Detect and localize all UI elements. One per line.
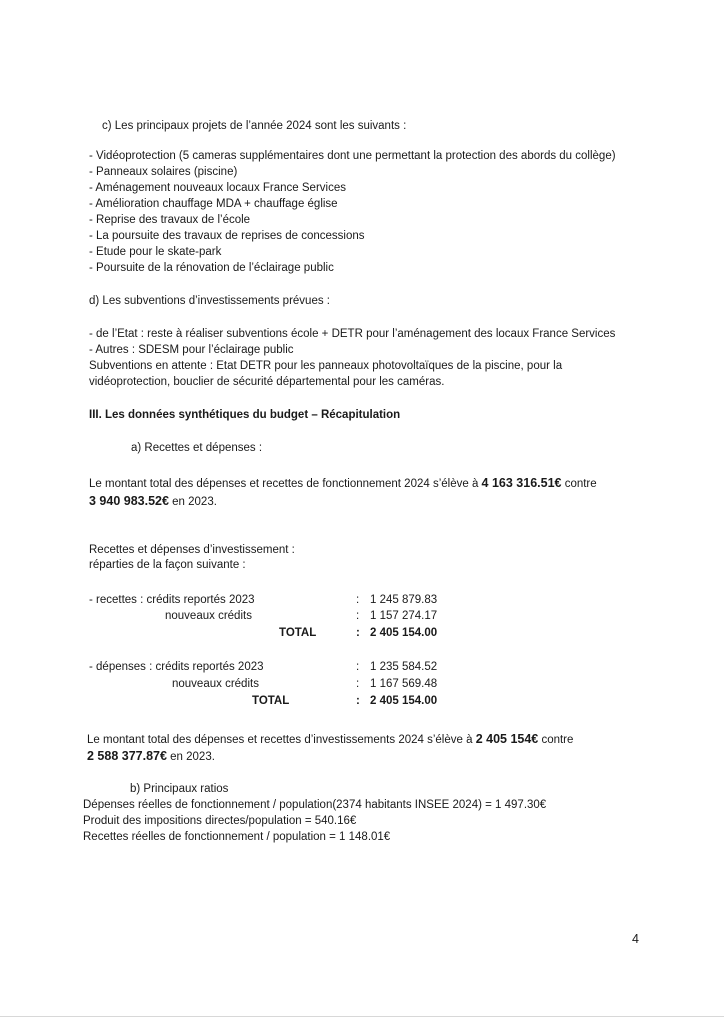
investissement-intro-1: Recettes et dépenses d’investissement :	[89, 544, 295, 556]
colon: :	[356, 594, 360, 606]
section-b-heading: b) Principaux ratios	[130, 783, 229, 795]
subvention-line: - Autres : SDESM pour l’éclairage public	[89, 344, 294, 356]
list-item: - Aménagement nouveaux locaux France Services	[89, 182, 346, 194]
list-item: - Reprise des travaux de l’école	[89, 214, 251, 226]
section-iii-heading: III. Les données synthétiques du budget – Récapitulation	[89, 409, 401, 421]
ratio-line: Produit des impositions directes/population = 540.16€	[83, 815, 357, 827]
ratio-line: Dépenses réelles de fonctionnement / population(2374 habitants INSEE 2024) = 1 497.30€	[83, 799, 547, 811]
fonctionnement-2023-value: 3 940 983.52€	[89, 494, 169, 508]
list-item: - La poursuite des travaux de reprises de concessions	[89, 230, 365, 242]
depenses-total-value: 2 405 154.00	[370, 695, 438, 707]
investissement-summary-line1	[87, 732, 573, 749]
recettes-total-value: 2 405 154.00	[370, 627, 438, 639]
investissement-contre: contre	[538, 734, 574, 746]
fonctionnement-summary-line2	[89, 494, 217, 511]
subvention-line: vidéoprotection, bouclier de sécurité départemental pour les caméras.	[89, 376, 445, 388]
page-bottom-edge	[0, 1016, 724, 1017]
colon: :	[356, 610, 360, 622]
colon: :	[356, 695, 360, 707]
recettes-reportes-label: - recettes : crédits reportés 2023	[89, 594, 255, 606]
investissement-2024-value: 2 405 154€	[475, 732, 539, 746]
list-item: - Etude pour le skate-park	[89, 246, 222, 258]
fonctionnement-prefix: Le montant total des dépenses et recettes de fonctionnement 2024 s’élève à	[89, 478, 482, 490]
ratio-line: Recettes réelles de fonctionnement / population = 1 148.01€	[83, 831, 391, 843]
investissement-suffix: en 2023.	[166, 751, 215, 763]
subvention-line: - de l’Etat : reste à réaliser subventions école + DETR pour l’aménagement des locaux France Services	[89, 328, 616, 340]
list-item: - Vidéoprotection (5 cameras supplémentaires dont une permettant la protection des abords du collège)	[89, 150, 616, 162]
investissement-prefix: Le montant total des dépenses et recettes d’investissements 2024 s’élève à	[87, 734, 476, 746]
section-d-heading: d) Les subventions d’investissements prévues :	[89, 295, 330, 307]
recettes-nouveaux-value: 1 157 274.17	[370, 610, 438, 622]
fonctionnement-summary-line1	[89, 476, 597, 493]
fonctionnement-contre: contre	[561, 478, 597, 490]
subvention-line: Subventions en attente : Etat DETR pour les panneaux photovoltaïques de la piscine, pour la	[89, 360, 563, 372]
list-item: - Panneaux solaires (piscine)	[89, 166, 238, 178]
colon: :	[356, 661, 360, 673]
colon: :	[356, 678, 360, 690]
depenses-reportes-value: 1 235 584.52	[370, 661, 438, 673]
recettes-nouveaux-label: nouveaux crédits	[165, 610, 252, 622]
fonctionnement-suffix: en 2023.	[168, 496, 217, 508]
depenses-total-label: TOTAL	[252, 695, 290, 707]
recettes-total-label: TOTAL	[279, 627, 317, 639]
depenses-nouveaux-label: nouveaux crédits	[172, 678, 259, 690]
list-item: - Poursuite de la rénovation de l’éclairage public	[89, 262, 334, 274]
recettes-reportes-value: 1 245 879.83	[370, 594, 438, 606]
investissement-summary-line2	[87, 749, 215, 766]
depenses-nouveaux-value: 1 167 569.48	[370, 678, 438, 690]
section-c-heading: c) Les principaux projets de l’année 2024 sont les suivants :	[102, 120, 407, 132]
list-item: - Amélioration chauffage MDA + chauffage église	[89, 198, 338, 210]
investissement-2023-value: 2 588 377.87€	[87, 749, 167, 763]
depenses-reportes-label: - dépenses : crédits reportés 2023	[89, 661, 264, 673]
fonctionnement-2024-value: 4 163 316.51€	[481, 476, 562, 490]
colon: :	[356, 627, 360, 639]
investissement-intro-2: réparties de la façon suivante :	[89, 559, 246, 571]
section-a-heading: a) Recettes et dépenses :	[131, 442, 263, 454]
page-number: 4	[632, 932, 639, 946]
